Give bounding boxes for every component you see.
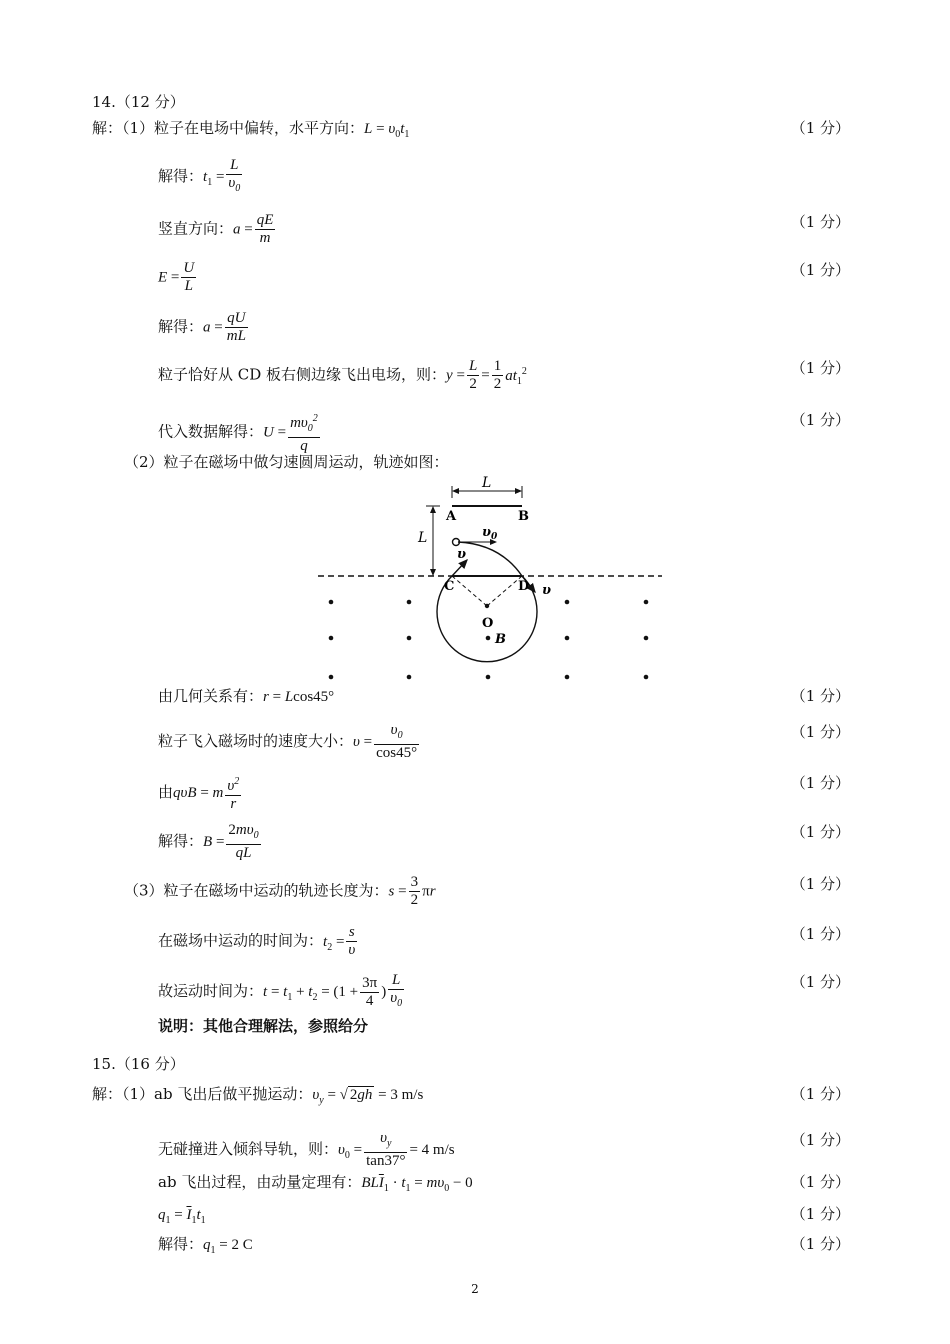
score-badge: （1 分）: [790, 1173, 850, 1191]
score-badge: （1 分）: [790, 1205, 850, 1223]
score-badge: （1 分）: [790, 723, 850, 741]
q14-step-t1: 解得：$t_1$ = $\frac{L}{\upsilon_0}$: [158, 157, 241, 194]
q14-step-E: E = $\frac{U}{L}$: [158, 260, 195, 294]
v-arrow-left: [452, 560, 467, 576]
score-badge: （1 分）: [790, 687, 850, 705]
q14-part-3: （3）粒子在磁场中运动的轨迹长度为：s = $\frac{3}{2}$ πr: [124, 874, 436, 908]
magnetic-field-dots: [329, 600, 649, 680]
center-O: [485, 604, 489, 608]
label-C: C: [444, 579, 455, 594]
q15-step-v0: 无碰撞进入倾斜导轨，则：$\upsilon_0$ = $\frac{\upsilon_y}{\tan 37^\circ}$ = 4 m/s: [158, 1130, 455, 1169]
q14-step-B: 解得：B = $\frac{2m\upsilon_0}{qL}$: [158, 822, 259, 861]
score-badge: （1 分）: [790, 973, 850, 991]
q14-part-2-intro: （2）粒子在磁场中做匀速圆周运动，轨迹如图：: [124, 453, 449, 471]
magnetic-field-trajectory-diagram: [310, 470, 670, 690]
q14-step-a: 竖直方向：a = $\frac{qE}{m}$: [158, 212, 274, 246]
q14-step-U: 代入数据解得：U = $\frac{m\upsilon_0^2}{q}$: [158, 410, 322, 455]
label-B-plate: B: [518, 509, 529, 524]
label-L-top: L: [482, 475, 492, 491]
q15-step-momentum: ab 飞出过程，由动量定理有：$BL\overline{I}_1 \cdot t_1 = m\upsilon_0 - 0$: [158, 1173, 473, 1194]
label-D: D: [518, 579, 530, 594]
q14-step-qvB: 由qυB = m $\frac{\upsilon^2}{r}$: [158, 773, 243, 813]
q14-step-t: 故运动时间为：$t = t_1 + t_2 = (1$ + $\frac{3\pi}{4}$ ) $\frac{L}{\upsilon_0}$: [158, 972, 403, 1009]
score-badge: （1 分）: [790, 1131, 850, 1149]
label-B-field: B: [495, 632, 506, 647]
score-badge: （1 分）: [790, 925, 850, 943]
label-A: A: [446, 509, 457, 524]
score-badge: （1 分）: [790, 213, 850, 231]
q15-step-q1: 解得：$q_1 = 2$ C: [158, 1235, 253, 1256]
q14-step-y: 粒子恰好从 CD 板右侧边缘飞出电场，则：y = $\frac{L}{2}$ = $\frac{1}{2}$ $at_1^2$: [158, 358, 527, 392]
label-v0: $\upsilon_0$: [482, 525, 498, 542]
q15-step-vy: 解：（1）ab 飞出后做平抛运动：$\upsilon_y$ = √ 2gh = 3 m/s: [92, 1085, 424, 1106]
radius-OC: [452, 576, 487, 606]
electric-field-trajectory: [458, 542, 522, 576]
page-number: 2: [471, 1282, 479, 1296]
q14-step-r: 由几何关系有：r = Lcos45°: [158, 687, 335, 705]
label-v-left: υ: [457, 547, 467, 562]
q14-step-1: 解：（1）粒子在电场中偏转，水平方向：$L = \upsilon_0t_1$: [92, 119, 410, 140]
q14-step-a2: 解得：a = $\frac{qU}{mL}$: [158, 310, 246, 344]
score-badge: （1 分）: [790, 1235, 850, 1253]
score-badge: （1 分）: [790, 411, 850, 429]
label-L-left: L: [418, 530, 428, 546]
q15-step-q1-def: $q_1 = \overline{I}_1t_1$: [158, 1207, 206, 1226]
score-badge: （1 分）: [790, 823, 850, 841]
score-badge: （1 分）: [790, 1085, 850, 1103]
q15-heading: 15.（16 分）: [92, 1055, 185, 1073]
score-badge: （1 分）: [790, 261, 850, 279]
score-badge: （1 分）: [790, 359, 850, 377]
q14-heading: 14.（12 分）: [92, 93, 185, 111]
radius-OD: [487, 576, 522, 606]
score-badge: （1 分）: [790, 119, 850, 137]
score-badge: （1 分）: [790, 875, 850, 893]
label-v-right: υ: [542, 583, 552, 598]
q14-step-v: 粒子飞入磁场时的速度大小：υ = $\frac{\upsilon_0}{\cos 45^\circ}$: [158, 722, 418, 761]
label-O: O: [482, 616, 494, 631]
q14-step-t2: 在磁场中运动的时间为：$t_2$ = $\frac{s}{\upsilon}$: [158, 924, 356, 958]
q14-note: 说明：其他合理解法，参照给分: [158, 1017, 369, 1035]
score-badge: （1 分）: [790, 774, 850, 792]
